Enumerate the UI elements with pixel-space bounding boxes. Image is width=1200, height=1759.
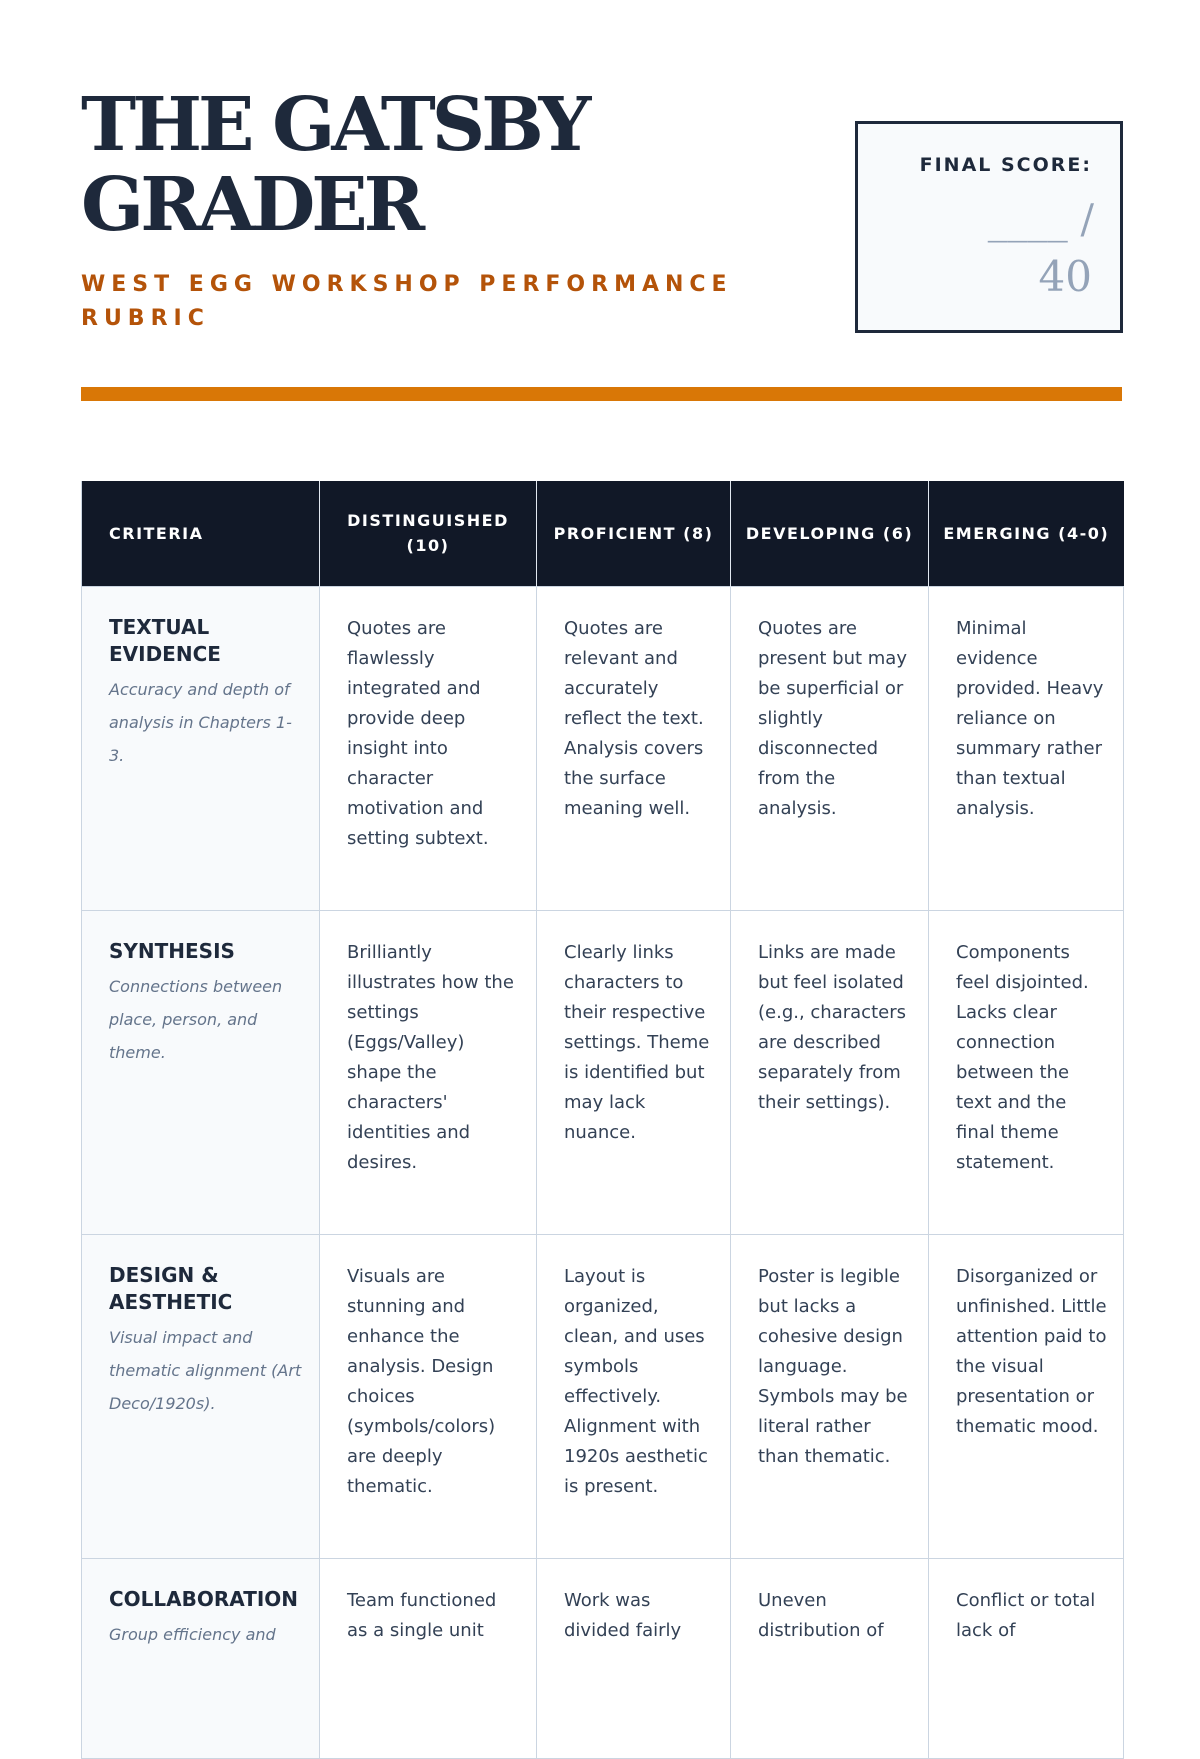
final-score-blank[interactable]: ____ / — [987, 197, 1094, 243]
criteria-cell — [82, 1558, 320, 1758]
level-cell: Work was divided fairly — [537, 1558, 731, 1758]
criteria-name: DESIGN & AESTHETIC — [109, 1262, 233, 1314]
level-cell: Brilliantly illustrates how the settings (Eggs/Valley) shape the characters' identities and desires. — [320, 910, 537, 1234]
level-cell: Clearly links characters to their respective settings. Theme is identified but may lack nuance. — [537, 910, 731, 1234]
table-row — [82, 910, 1124, 1234]
level-cell: Team functioned as a single unit — [320, 1558, 537, 1758]
criteria-description: Connections between place, person, and theme. — [109, 976, 283, 1062]
page-title — [81, 82, 841, 248]
level-cell: Components feel disjointed. Lacks clear connection between the text and the final theme statement. — [929, 910, 1124, 1234]
rubric-table — [81, 481, 1124, 1759]
page-header — [81, 82, 1122, 345]
column-header-criteria: CRITERIA — [82, 481, 320, 586]
title-line-2: GRADER — [81, 162, 422, 248]
level-cell: Uneven distribution of — [731, 1558, 929, 1758]
page-subtitle: WEST EGG WORKSHOP PERFORMANCE RUBRIC — [81, 272, 733, 331]
table-row — [82, 586, 1124, 910]
criteria-cell — [82, 1234, 320, 1558]
level-cell: Disorganized or unfinished. Little attention paid to the visual presentation or thematic mood. — [929, 1234, 1124, 1558]
criteria-name: SYNTHESIS — [109, 938, 235, 963]
column-header-developing: DEVELOPING (6) — [731, 481, 929, 586]
column-header-emerging: EMERGING (4-0) — [929, 481, 1124, 586]
criteria-name: COLLABORATION — [109, 1586, 299, 1611]
level-cell: Conflict or total lack of — [929, 1558, 1124, 1758]
rubric-header-row — [82, 481, 1124, 586]
criteria-description: Group efficiency and — [109, 1624, 276, 1644]
criteria-cell — [82, 586, 320, 910]
criteria-description: Accuracy and depth of analysis in Chapters 1-3. — [109, 679, 292, 765]
level-cell: Minimal evidence provided. Heavy reliance on summary rather than textual analysis. — [929, 586, 1124, 910]
level-cell: Quotes are present but may be superficial or slightly disconnected from the analysis. — [731, 586, 929, 910]
header-divider — [81, 387, 1122, 401]
level-cell: Layout is organized, clean, and uses symbols effectively. Alignment with 1920s aesthetic is present. — [537, 1234, 731, 1558]
final-score-box — [855, 121, 1123, 333]
title-line-1: THE GATSBY — [81, 82, 588, 168]
level-cell: Poster is legible but lacks a cohesive design language. Symbols may be literal rather than thematic. — [731, 1234, 929, 1558]
criteria-cell — [82, 910, 320, 1234]
final-score-label: FINAL SCORE: — [919, 154, 1092, 176]
level-cell: Quotes are flawlessly integrated and provide deep insight into character motivation and setting subtext. — [320, 586, 537, 910]
criteria-name: TEXTUAL EVIDENCE — [109, 614, 221, 666]
level-cell: Links are made but feel isolated (e.g., characters are described separately from their settings). — [731, 910, 929, 1234]
final-score-max: 40 — [1038, 252, 1092, 301]
column-header-distinguished: DISTINGUISHED (10) — [320, 481, 537, 586]
criteria-description: Visual impact and thematic alignment (Art Deco/1920s). — [109, 1327, 302, 1413]
table-row — [82, 1558, 1124, 1758]
table-row — [82, 1234, 1124, 1558]
column-header-proficient: PROFICIENT (8) — [537, 481, 731, 586]
level-cell: Quotes are relevant and accurately reflect the text. Analysis covers the surface meaning well. — [537, 586, 731, 910]
level-cell: Visuals are stunning and enhance the analysis. Design choices (symbols/colors) are deeply thematic. — [320, 1234, 537, 1558]
